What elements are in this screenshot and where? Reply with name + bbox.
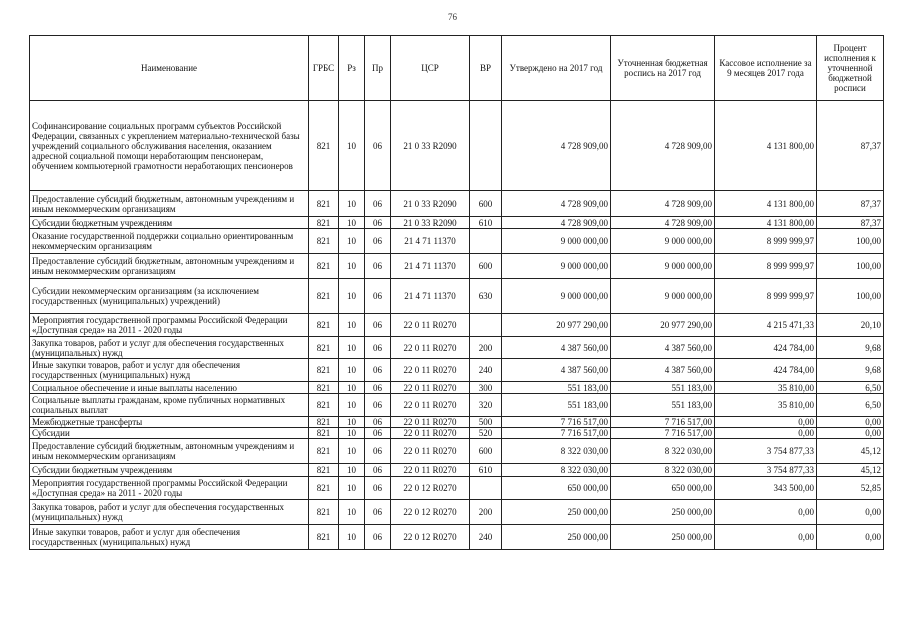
cell-rz: 10 (339, 229, 365, 254)
table-row (30, 525, 884, 550)
cell-approved: 4 728 909,00 (502, 101, 611, 191)
header-grbs: ГРБС (309, 36, 339, 101)
cell-percent: 6,50 (817, 394, 884, 417)
cell-vr: 600 (470, 254, 502, 279)
header-name: Наименование (30, 36, 309, 101)
cell-pr: 06 (365, 101, 391, 191)
cell-grbs: 821 (309, 314, 339, 337)
cell-refined: 650 000,00 (611, 477, 715, 500)
cell-pr: 06 (365, 337, 391, 359)
cell-refined: 250 000,00 (611, 500, 715, 525)
table-row (30, 229, 884, 254)
cell-grbs: 821 (309, 500, 339, 525)
table-row (30, 217, 884, 229)
cell-grbs: 821 (309, 359, 339, 382)
cell-percent: 0,00 (817, 417, 884, 428)
cell-vr: 200 (470, 500, 502, 525)
cell-approved: 7 716 517,00 (502, 417, 611, 428)
cell-pr: 06 (365, 525, 391, 550)
header-pr: Пр (365, 36, 391, 101)
cell-approved: 9 000 000,00 (502, 279, 611, 314)
header-approved: Утверждено на 2017 год (502, 36, 611, 101)
header-refined: Уточненная бюджетная роспись на 2017 год (611, 36, 715, 101)
cell-vr: 520 (470, 428, 502, 439)
cell-approved: 4 387 560,00 (502, 337, 611, 359)
cell-vr (470, 101, 502, 191)
cell-rz: 10 (339, 101, 365, 191)
cell-cash: 343 500,00 (715, 477, 817, 500)
cell-vr: 610 (470, 217, 502, 229)
header-csr: ЦСР (391, 36, 470, 101)
cell-vr (470, 314, 502, 337)
cell-percent: 45,12 (817, 464, 884, 477)
cell-grbs: 821 (309, 279, 339, 314)
cell-cash: 0,00 (715, 428, 817, 439)
cell-rz: 10 (339, 500, 365, 525)
cell-percent: 45,12 (817, 439, 884, 464)
cell-refined: 7 716 517,00 (611, 417, 715, 428)
cell-name: Социальное обеспечение и иные выплаты населению (30, 382, 309, 394)
cell-cash: 0,00 (715, 500, 817, 525)
cell-percent: 20,10 (817, 314, 884, 337)
cell-cash: 0,00 (715, 525, 817, 550)
cell-pr: 06 (365, 477, 391, 500)
cell-grbs: 821 (309, 525, 339, 550)
cell-grbs: 821 (309, 464, 339, 477)
cell-csr: 22 0 11 R0270 (391, 439, 470, 464)
cell-name: Межбюджетные трансферты (30, 417, 309, 428)
cell-vr: 500 (470, 417, 502, 428)
header-row (30, 36, 884, 101)
cell-csr: 22 0 12 R0270 (391, 500, 470, 525)
cell-rz: 10 (339, 394, 365, 417)
cell-refined: 7 716 517,00 (611, 428, 715, 439)
header-cash: Кассовое исполнение за 9 месяцев 2017 года (715, 36, 817, 101)
cell-name: Закупка товаров, работ и услуг для обеспечения государственных (муниципальных) нужд (30, 337, 309, 359)
cell-rz: 10 (339, 254, 365, 279)
table-row (30, 464, 884, 477)
cell-csr: 22 0 11 R0270 (391, 359, 470, 382)
cell-rz: 10 (339, 477, 365, 500)
cell-vr: 240 (470, 359, 502, 382)
cell-refined: 8 322 030,00 (611, 464, 715, 477)
budget-execution-table (29, 35, 884, 550)
cell-percent: 87,37 (817, 217, 884, 229)
cell-pr: 06 (365, 229, 391, 254)
cell-approved: 250 000,00 (502, 525, 611, 550)
cell-cash: 35 810,00 (715, 382, 817, 394)
cell-refined: 4 728 909,00 (611, 217, 715, 229)
cell-pr: 06 (365, 254, 391, 279)
cell-percent: 100,00 (817, 279, 884, 314)
cell-refined: 4 387 560,00 (611, 337, 715, 359)
cell-percent: 0,00 (817, 428, 884, 439)
cell-name: Предоставление субсидий бюджетным, автономным учреждениям и иным некоммерческим организациям (30, 254, 309, 279)
cell-percent: 87,37 (817, 101, 884, 191)
table-row (30, 337, 884, 359)
cell-approved: 8 322 030,00 (502, 439, 611, 464)
cell-name: Оказание государственной поддержки социально ориентированным некоммерческим организациям (30, 229, 309, 254)
cell-grbs: 821 (309, 439, 339, 464)
cell-name: Иные закупки товаров, работ и услуг для обеспечения государственных (муниципальных) нужд (30, 525, 309, 550)
cell-cash: 424 784,00 (715, 359, 817, 382)
cell-csr: 21 4 71 11370 (391, 279, 470, 314)
cell-grbs: 821 (309, 417, 339, 428)
cell-grbs: 821 (309, 229, 339, 254)
cell-name: Социальные выплаты гражданам, кроме публичных нормативных социальных выплат (30, 394, 309, 417)
cell-rz: 10 (339, 217, 365, 229)
cell-csr: 21 0 33 R2090 (391, 191, 470, 217)
cell-approved: 4 387 560,00 (502, 359, 611, 382)
cell-cash: 424 784,00 (715, 337, 817, 359)
cell-percent: 0,00 (817, 525, 884, 550)
cell-vr: 600 (470, 439, 502, 464)
cell-grbs: 821 (309, 254, 339, 279)
cell-approved: 20 977 290,00 (502, 314, 611, 337)
cell-refined: 551 183,00 (611, 394, 715, 417)
cell-refined: 551 183,00 (611, 382, 715, 394)
cell-cash: 3 754 877,33 (715, 464, 817, 477)
cell-approved: 8 322 030,00 (502, 464, 611, 477)
cell-name: Субсидии (30, 428, 309, 439)
cell-percent: 52,85 (817, 477, 884, 500)
cell-name: Иные закупки товаров, работ и услуг для обеспечения государственных (муниципальных) нужд (30, 359, 309, 382)
cell-refined: 20 977 290,00 (611, 314, 715, 337)
cell-cash: 8 999 999,97 (715, 254, 817, 279)
cell-pr: 06 (365, 359, 391, 382)
cell-name: Субсидии бюджетным учреждениям (30, 217, 309, 229)
table-row (30, 101, 884, 191)
cell-approved: 551 183,00 (502, 382, 611, 394)
header-rz: Рз (339, 36, 365, 101)
cell-cash: 3 754 877,33 (715, 439, 817, 464)
cell-vr (470, 229, 502, 254)
cell-vr: 200 (470, 337, 502, 359)
cell-percent: 100,00 (817, 254, 884, 279)
cell-rz: 10 (339, 464, 365, 477)
cell-refined: 9 000 000,00 (611, 254, 715, 279)
cell-pr: 06 (365, 394, 391, 417)
cell-name: Предоставление субсидий бюджетным, автономным учреждениям и иным некоммерческим организациям (30, 439, 309, 464)
cell-refined: 4 387 560,00 (611, 359, 715, 382)
cell-vr: 320 (470, 394, 502, 417)
cell-rz: 10 (339, 279, 365, 314)
cell-csr: 22 0 11 R0270 (391, 394, 470, 417)
cell-cash: 4 215 471,33 (715, 314, 817, 337)
cell-csr: 22 0 11 R0270 (391, 337, 470, 359)
cell-name: Мероприятия государственной программы Российской Федерации «Доступная среда» на 2011 - 2020 годы (30, 314, 309, 337)
cell-rz: 10 (339, 314, 365, 337)
cell-vr: 600 (470, 191, 502, 217)
table-row (30, 359, 884, 382)
cell-pr: 06 (365, 217, 391, 229)
cell-cash: 4 131 800,00 (715, 217, 817, 229)
cell-percent: 9,68 (817, 337, 884, 359)
cell-rz: 10 (339, 191, 365, 217)
table-row (30, 477, 884, 500)
cell-approved: 4 728 909,00 (502, 217, 611, 229)
cell-pr: 06 (365, 428, 391, 439)
cell-rz: 10 (339, 525, 365, 550)
cell-pr: 06 (365, 439, 391, 464)
cell-csr: 21 0 33 R2090 (391, 217, 470, 229)
cell-grbs: 821 (309, 337, 339, 359)
cell-refined: 9 000 000,00 (611, 279, 715, 314)
cell-pr: 06 (365, 417, 391, 428)
cell-name: Софинансирование социальных программ субъектов Российской Федерации, связанных с укреплением материально-технической базы учреждений социального обслуживания населения, оказанием адресной социальной помощи неработающим пенсионерам, обучением компьютерной грамотности неработающих пенсионеров (30, 101, 309, 191)
cell-csr: 21 4 71 11370 (391, 229, 470, 254)
cell-name: Субсидии бюджетным учреждениям (30, 464, 309, 477)
cell-csr: 22 0 11 R0270 (391, 417, 470, 428)
cell-refined: 8 322 030,00 (611, 439, 715, 464)
cell-cash: 35 810,00 (715, 394, 817, 417)
cell-approved: 9 000 000,00 (502, 254, 611, 279)
cell-refined: 4 728 909,00 (611, 101, 715, 191)
cell-grbs: 821 (309, 382, 339, 394)
cell-approved: 9 000 000,00 (502, 229, 611, 254)
cell-csr: 22 0 11 R0270 (391, 314, 470, 337)
table-row (30, 394, 884, 417)
table-row (30, 417, 884, 428)
cell-percent: 0,00 (817, 500, 884, 525)
table-row (30, 191, 884, 217)
cell-rz: 10 (339, 337, 365, 359)
cell-pr: 06 (365, 500, 391, 525)
cell-pr: 06 (365, 382, 391, 394)
cell-percent: 6,50 (817, 382, 884, 394)
cell-grbs: 821 (309, 477, 339, 500)
cell-name: Закупка товаров, работ и услуг для обеспечения государственных (муниципальных) нужд (30, 500, 309, 525)
cell-refined: 250 000,00 (611, 525, 715, 550)
cell-csr: 22 0 11 R0270 (391, 428, 470, 439)
cell-percent: 9,68 (817, 359, 884, 382)
cell-vr: 630 (470, 279, 502, 314)
cell-pr: 06 (365, 464, 391, 477)
table-row (30, 382, 884, 394)
cell-rz: 10 (339, 382, 365, 394)
cell-csr: 21 4 71 11370 (391, 254, 470, 279)
table-row (30, 254, 884, 279)
cell-csr: 21 0 33 R2090 (391, 101, 470, 191)
cell-approved: 250 000,00 (502, 500, 611, 525)
cell-cash: 0,00 (715, 417, 817, 428)
cell-vr: 610 (470, 464, 502, 477)
table-row (30, 439, 884, 464)
cell-rz: 10 (339, 428, 365, 439)
cell-name: Мероприятия государственной программы Российской Федерации «Доступная среда» на 2011 - 2020 годы (30, 477, 309, 500)
table-row (30, 314, 884, 337)
cell-vr: 240 (470, 525, 502, 550)
cell-approved: 551 183,00 (502, 394, 611, 417)
cell-pr: 06 (365, 191, 391, 217)
cell-approved: 7 716 517,00 (502, 428, 611, 439)
cell-name: Субсидии некоммерческим организациям (за исключением государственных (муниципальных) учреждений) (30, 279, 309, 314)
cell-grbs: 821 (309, 428, 339, 439)
cell-approved: 4 728 909,00 (502, 191, 611, 217)
cell-grbs: 821 (309, 394, 339, 417)
cell-cash: 8 999 999,97 (715, 229, 817, 254)
cell-pr: 06 (365, 314, 391, 337)
cell-grbs: 821 (309, 191, 339, 217)
cell-approved: 650 000,00 (502, 477, 611, 500)
cell-csr: 22 0 11 R0270 (391, 382, 470, 394)
cell-rz: 10 (339, 359, 365, 382)
page-number: 76 (448, 12, 457, 22)
table-row (30, 428, 884, 439)
cell-refined: 4 728 909,00 (611, 191, 715, 217)
cell-percent: 100,00 (817, 229, 884, 254)
header-percent: Процент исполнения к уточненной бюджетной росписи (817, 36, 884, 101)
cell-refined: 9 000 000,00 (611, 229, 715, 254)
cell-cash: 8 999 999,97 (715, 279, 817, 314)
cell-csr: 22 0 12 R0270 (391, 525, 470, 550)
cell-pr: 06 (365, 279, 391, 314)
cell-vr: 300 (470, 382, 502, 394)
table-row (30, 500, 884, 525)
cell-percent: 87,37 (817, 191, 884, 217)
cell-rz: 10 (339, 439, 365, 464)
cell-cash: 4 131 800,00 (715, 101, 817, 191)
header-vr: ВР (470, 36, 502, 101)
table-row (30, 279, 884, 314)
cell-grbs: 821 (309, 101, 339, 191)
cell-name: Предоставление субсидий бюджетным, автономным учреждениям и иным некоммерческим организациям (30, 191, 309, 217)
cell-grbs: 821 (309, 217, 339, 229)
cell-rz: 10 (339, 417, 365, 428)
cell-csr: 22 0 11 R0270 (391, 464, 470, 477)
cell-cash: 4 131 800,00 (715, 191, 817, 217)
cell-vr (470, 477, 502, 500)
cell-csr: 22 0 12 R0270 (391, 477, 470, 500)
